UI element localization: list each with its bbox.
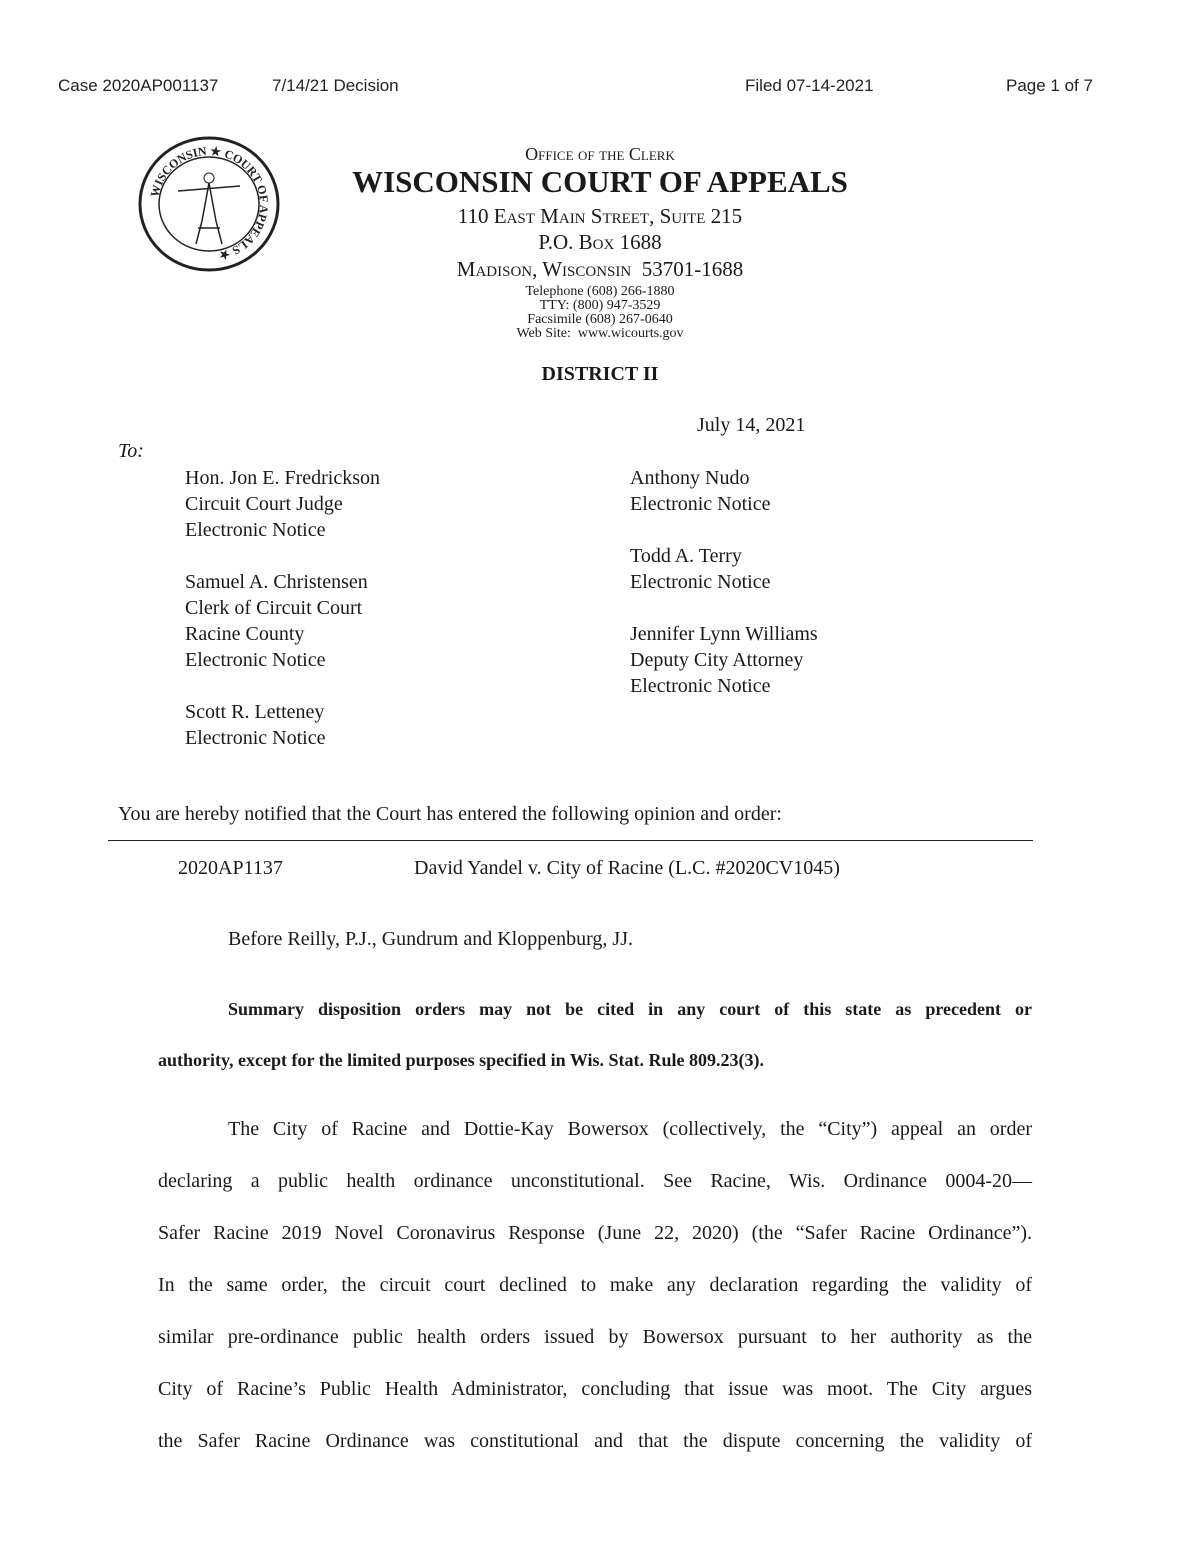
body-line: declaring a public health ordinance unconstitutional. See Racine, Wis. Ordinance 0004-20— [158,1170,1032,1192]
recipient-line: Electronic Notice [630,675,771,697]
svg-text:WISCONSIN ★ COURT OF APPEALS ★: WISCONSIN ★ COURT OF APPEALS ★ [147,143,272,264]
case-number-header: Case 2020AP001137 [58,76,219,95]
case-number: 2020AP1137 [178,857,283,879]
tty: TTY: (800) 947-3529 [539,298,661,313]
recipient-line: Electronic Notice [185,649,326,671]
recipient-line: Clerk of Circuit Court [185,597,363,619]
recipient [185,569,380,673]
recipient-line: Hon. Jon E. Fredrickson [185,467,380,489]
contact-info [300,285,900,341]
to-label: To: [118,440,144,462]
court-seal-logo [138,136,280,272]
recipient [185,699,380,751]
recipient-line: Electronic Notice [630,571,771,593]
body-line: In the same order, the circuit court declined to make any declaration regarding the validity of [158,1274,1032,1296]
panel: Before Reilly, P.J., Gundrum and Kloppenburg, JJ. [228,928,633,950]
recipient-line: Scott R. Letteney [185,701,325,723]
recipient-line: Samuel A. Christensen [185,571,368,593]
recipient-line: Jennifer Lynn Williams [630,623,818,645]
recipients-left [185,465,380,777]
district: DISTRICT II [541,363,659,385]
body-line: Safer Racine 2019 Novel Coronavirus Response (June 22, 2020) (the “Safer Racine Ordinance”). [158,1222,1032,1244]
recipient [630,621,818,699]
recipient-line: Deputy City Attorney [630,649,804,671]
summary-line: Summary disposition orders may not be cited in any court of this state as precedent or [228,999,1032,1019]
recipient [185,465,380,543]
recipient [630,543,818,595]
case-caption: David Yandel v. City of Racine (L.C. #2020CV1045) [414,857,840,879]
website: Web Site: www.wicourts.gov [516,326,684,341]
po-box: P.O. Box 1688 [538,230,662,254]
recipient-line: Anthony Nudo [630,467,750,489]
recipient-line: Electronic Notice [630,493,771,515]
filed-date-header: Filed 07-14-2021 [745,76,874,95]
body-line: the Safer Racine Ordinance was constitutional and that the dispute concerning the validity of [158,1430,1032,1452]
telephone: Telephone (608) 266-1880 [525,284,675,299]
recipients-right [630,465,818,725]
body-line: The City of Racine and Dottie-Kay Bowersox (collectively, the “City”) appeal an order [228,1118,1032,1140]
notice-text: You are hereby notified that the Court has entered the following opinion and order: [118,803,782,825]
street-address: 110 East Main Street, Suite 215 [457,204,743,228]
summary-line: authority, except for the limited purposes specified in Wis. Stat. Rule 809.23(3). [158,1050,764,1070]
court-name: WISCONSIN COURT OF APPEALS [352,164,848,199]
city-address: Madison, Wisconsin 53701-1688 [456,257,744,281]
recipient-line: Electronic Notice [185,519,326,541]
facsimile: Facsimile (608) 267-0640 [527,312,673,327]
body-line: City of Racine’s Public Health Administrator, concluding that issue was moot. The City argues [158,1378,1032,1400]
recipient-line: Circuit Court Judge [185,493,343,515]
letter-date: July 14, 2021 [697,414,806,436]
decision-date-header: 7/14/21 Decision [272,76,399,95]
office-of-clerk: Office of the Clerk [525,144,675,164]
recipient-line: Electronic Notice [185,727,326,749]
recipient-line: Racine County [185,623,305,645]
body-line: similar pre-ordinance public health orders issued by Bowersox pursuant to her authority as the [158,1326,1032,1348]
recipient [630,465,818,517]
recipient-line: Todd A. Terry [630,545,742,567]
divider [108,840,1033,841]
page-number-header: Page 1 of 7 [1006,76,1093,95]
